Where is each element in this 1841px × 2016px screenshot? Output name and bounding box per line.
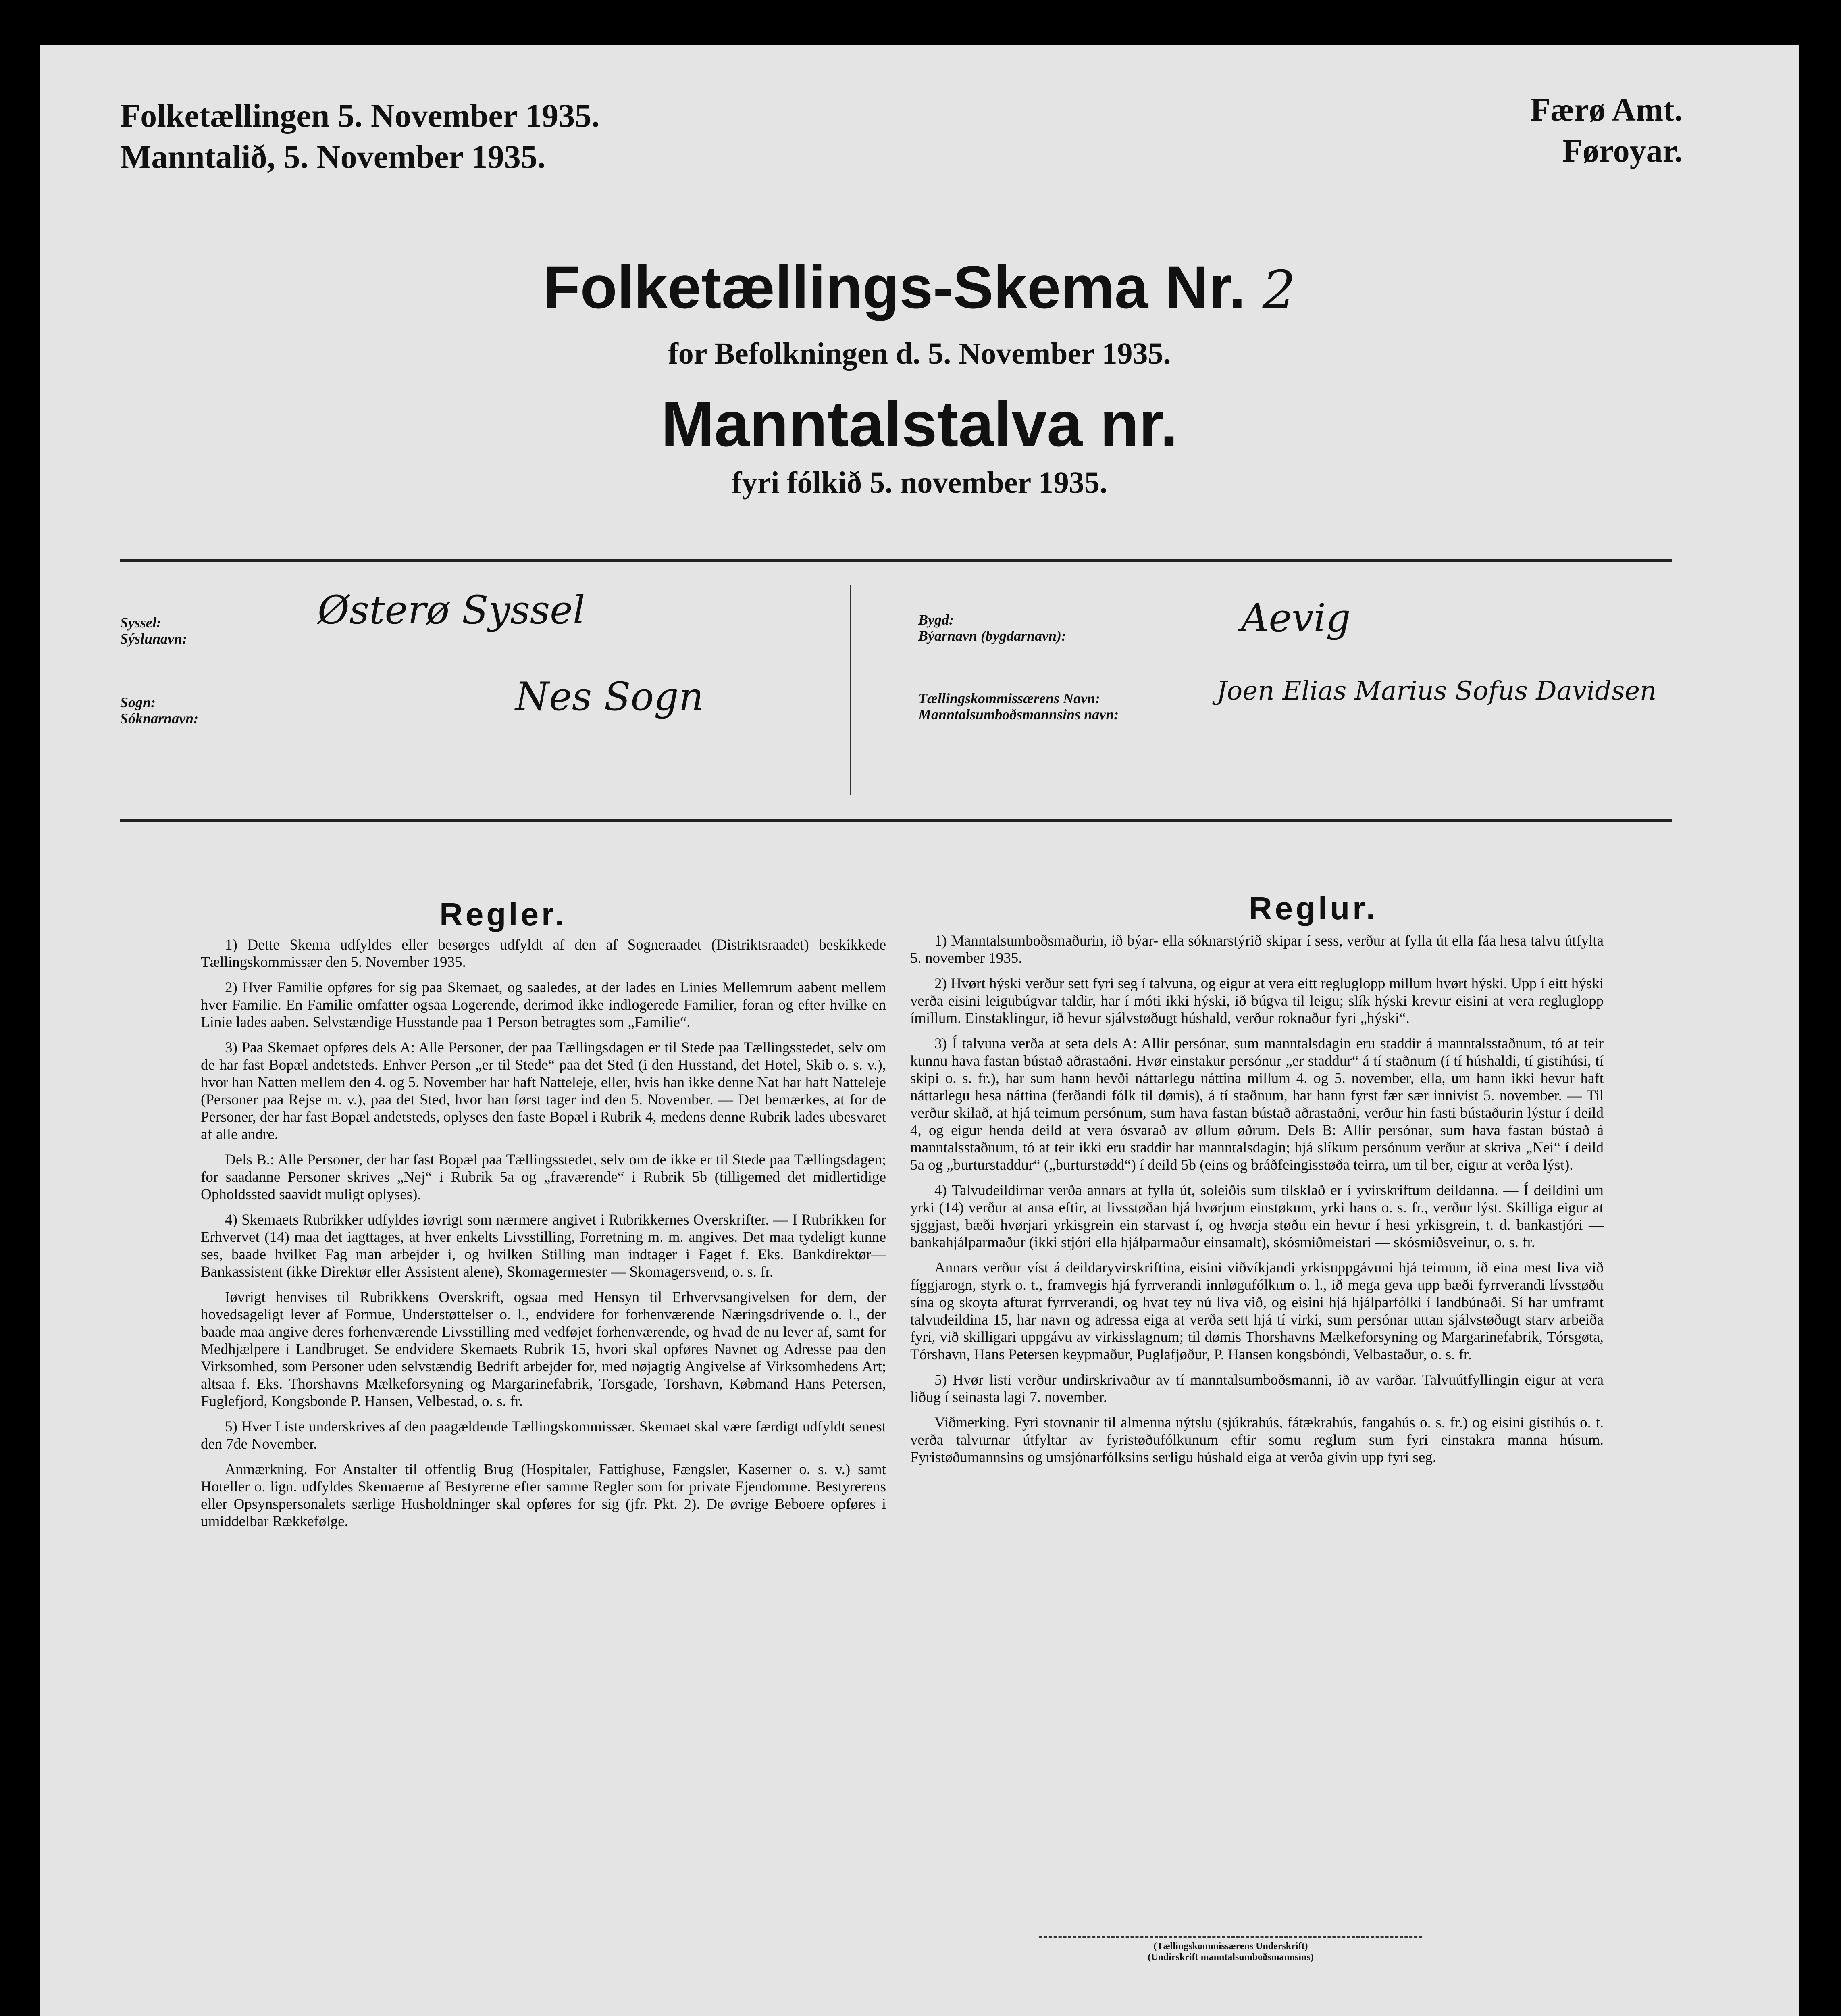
signature-caption-fo: (Undirskrift manntalsumboðsmannsins)	[1148, 1952, 1314, 1962]
regler-paragraph: 3) Paa Skemaet opføres dels A: Alle Personer, der paa Tællingsdagen er til Stede paa Tællingsstedet, selv om de har fast Bopæl andetsteds. Enhver Person „er til Stede“ paa det Sted (i den Husstand, det Hotel, Skib o. s. v.), hvor han Natten mellem den 4. og 5. November har haft Natteleje, eller, hvis han ikke denne Nat har haft Natteleje (Personer paa Rejse m. v.), paa det Sted, hvor han først tager ind den 5. November. — Det bemærkes, at for de Personer, der har fast Bopæl andetsteds, oplyses den faste Bopæl i Rubrik 4, medens denne Rubrik lades ubesvaret af alle andre.	[201, 1039, 886, 1143]
reglur-paragraph: Viðmerking. Fyri stovnanir til almenna nýtslu (sjúkrahús, fátækrahús, fangahús o. s. fr.) og eisini gistihús o. t. verða talvurnar útfyltar av fyristøðufólkunum eftir somu reglum sum fyri einstakra manna húsum. Fyristøðumannsins og umsjónarfólksins serligu húshald eiga at verða givin upp fyri seg.	[910, 1414, 1604, 1466]
reglur-paragraph: 2) Hvørt hýski verður sett fyri seg í talvuna, og eigur at vera eitt regluglopp millum hvørt hýski. Upp í eitt hýski verða eisini leigubúgvar taldir, har í móti ikki hýski, ið búgva til leigu; slík hýski krevur eisini at vera regluglopp ímillum. Einstaklingur, ið hevur sjálvstøðugt húshald, verður roknaður fyri „hýski“.	[910, 975, 1604, 1027]
reglur-paragraph: 1) Manntalsumboðsmaðurin, ið býar- ella sóknarstýrið skipar í sess, verður at fylla út ella fáa hesa talvu útfylta 5. november 1935.	[910, 933, 1604, 966]
bygd-label-fo: Býarnavn (bygdarnavn):	[918, 628, 1066, 644]
syssel-label	[120, 614, 187, 647]
regler-column	[201, 936, 886, 1538]
reglur-column	[910, 932, 1604, 1474]
reglur-paragraph: 4) Talvudeildirnar verða annars at fylla út, soleiðis sum tilsklað er í yvirskriftum deildanna. — Í deildini um yrki (14) verður at ansa eftir, at livsstøðan hjá hvørjum einstøkum, yrki hans o. s. fr., verður lýst. Skilliga eigur at sjggjast, bæði hvørjari yrkisgrein ein starvast í, og hvørja støðu ein hevur í hesi yrkisgrein, t. d. bankastjóri — bankahjálparmaður (ikki stjóri ella hjálparmaður einsamalt), skósmiðmeistari — skósmiðsveinur, o. s. fr.	[910, 1182, 1604, 1251]
form-title-faroese: Manntalstalva nr.	[661, 389, 1178, 460]
regler-paragraph: 1) Dette Skema udfyldes eller besørges udfyldt af den af Sogneraadet (Distriktsraadet) beskikkede Tællingskommissær den 5. November 1935.	[201, 937, 886, 971]
top-rule	[120, 559, 1672, 562]
form-number-handwritten: 2	[1262, 259, 1296, 321]
regler-paragraph: Dels B.: Alle Personer, der har fast Bopæl paa Tællingsstedet, selv om de ikke er til Stede paa Tællingsdagen; for saadanne Personer skrives „Nej“ i Rubrik 5a og „fraværende“ i Rubrik 5b (tilligemed det midlertidige Opholdssted saavidt muligt oplyses).	[201, 1152, 886, 1203]
signature-caption-da: (Tællingskommissærens Underskrift)	[1153, 1941, 1308, 1951]
header-right-line2: Føroyar.	[1562, 132, 1683, 169]
signature-caption	[1039, 1941, 1422, 1963]
reglur-heading: Reglur.	[1248, 890, 1378, 926]
kommissaer-label-da: Tællingskommissærens Navn:	[918, 690, 1100, 706]
sogn-label-da: Sogn:	[120, 694, 156, 710]
kommissaer-label-fo: Manntalsumboðsmannsins navn:	[918, 706, 1119, 723]
syssel-value: Østerø Syssel	[318, 587, 585, 633]
syssel-label-da: Syssel:	[120, 614, 161, 631]
regler-heading: Regler.	[439, 896, 567, 932]
reglur-paragraph: 3) Í talvuna verða at seta dels A: Allir persónar, sum manntalsdagin eru staddir á manntalsstaðnum, tó at teir kunnu hava fastan bústað aðrastaðni. Hvør einstakur persónur „er staddur“ á tí staðnum (í tí húshaldi, tí gistihúsi, tí skipi o. s. fr.), har sum hann hevði náttarlegu náttina millum 4. og 5. november, ella, um hann ikki hevur haft náttarlegu hesa náttina (ferðandi fólk til dømis), á tí staðnum, har hann fyrst fær sær innivist 5. november. — Til verður skilað, at hjá teimum persónum, sum hava fastan bústað aðrastaðni, verður hin fasti bústaðurin lýstur í deild 4, og eigur henda deild at vera ósvarað av øllum øðrum. Dels B: Allir persónar, sum hava fastan bústað á manntalsstaðnum, tó at teir ikki eru staddir har manntalsdagin; hjá slíkum persónum verður at skriva „Nei“ í deild 5a og „burturstaddur“ („burturstødd“) í deild 5b (eins og bráðfeingisstøða teirra, um til ber, eigur at verða lýst).	[910, 1035, 1604, 1173]
reglur-paragraph: Annars verður víst á deildaryvirskriftina, eisini viðvíkjandi yrkisuppgávuni hjá teimum, ið eina mest liva við fíggjarogn, styrk o. t., framvegis hjá fyrrverandi innløgufólkum o. l., ið mega geva upp bæði fyrrverandi lívsstøðu sína og skoyta afturat fyrrverandi, og hvat tey nú liva við, og eisini hjá hjálparfólki í landbúnaði. Sí har umframt talvudeildina 15, har navn og adressa eiga at verða sett hjá tí virki, sum persónar uttan sjálvstøðugt starv arbeiða fyri, við skilligari uppgávu av virkisslagnum; til dømis Thorshavns Mælkeforsyning og Margarinefabrik, Tórsgøta, Tórshavn, Hans Petersen keypmaður, Puglafjøður, P. Hansen kongsbóndi, Velbastaður, o. s. fr.	[910, 1260, 1604, 1363]
bygd-label	[918, 612, 1066, 644]
sogn-label-fo: Sóknarnavn:	[120, 710, 199, 727]
form-title-text: Folketællings-Skema Nr.	[543, 253, 1246, 321]
kommissaer-label	[918, 690, 1119, 723]
reglur-paragraph: 5) Hvør listi verður undirskrivaður av tí manntalsumboðsmanni, ið av varðar. Talvuútfyllingin eigur at vera liðug í seinasta lagi 7. november.	[910, 1372, 1604, 1406]
census-form-page	[40, 45, 1799, 2016]
bottom-rule	[120, 819, 1672, 822]
regler-paragraph: 2) Hver Familie opføres for sig paa Skemaet, og saaledes, at der lades en Linies Mellemrum aabent mellem hver Familie. En Familie omfatter ogsaa Logerende, derimod ikke indlogerede Familier, foran og efter hvilke en Linie lades aaben. Selvstændige Husstande paa 1 Person betragtes som „Familie“.	[201, 979, 886, 1031]
signature-line	[1039, 1936, 1422, 1938]
syssel-label-fo: Sýslunavn:	[120, 631, 187, 647]
form-subtitle: for Befolkningen d. 5. November 1935.	[668, 337, 1171, 371]
kommissaer-value: Joen Elias Marius Sofus Davidsen	[1217, 676, 1657, 706]
bygd-value: Aevig	[1241, 596, 1351, 641]
header-left-line1: Folketællingen 5. November 1935.	[120, 97, 600, 134]
center-divider	[850, 585, 851, 795]
sogn-value: Nes Sogn	[515, 674, 704, 719]
regler-paragraph: Iøvrigt henvises til Rubrikkens Overskrift, ogsaa med Hensyn til Erhvervsangivelsen for dem, der hovedsageligt lever af Formue, Understøttelser o. l., endvidere for forhenværende Næringsdrivende o. l., der baade maa angive deres forhenværende Livsstilling med vedføjet forhenværende, og hvad de nu lever af, samt for Medhjælpere i Landbruget. Se endvidere Skemaets Rubrik 15, hvori skal opføres Navnet og Adresse paa den Virksomhed, som Personer uden selvstændig Bedrift arbejder for, med nøjagtig Angivelse af Virksomhedens Art; altsaa f. Eks. Thorshavns Mælkeforsyning og Margarinefabrik, Torsgade, Torshavn, Købmand Hans Petersen, Fuglefjord, Kongsbonde P. Hansen, Velbestad, o. s. fr.	[201, 1289, 886, 1410]
regler-paragraph: Anmærkning. For Anstalter til offentlig Brug (Hospitaler, Fattighuse, Fængsler, Kaserner o. s. v.) samt Hoteller o. lign. udfyldes Skemaerne af Bestyrerne efter samme Regler som for private Ejendomme. Bestyrerens eller Opsynspersonalets særlige Husholdninger skal opføres for sig (jfr. Pkt. 2). De øvrige Beboere opføres i umiddelbar Rækkefølge.	[201, 1461, 886, 1530]
sogn-label	[120, 694, 198, 727]
bygd-label-da: Bygd:	[918, 612, 954, 628]
header-right-line1: Færø Amt.	[1530, 91, 1683, 128]
header-left-line2: Manntalið, 5. November 1935.	[120, 138, 546, 175]
regler-paragraph: 4) Skemaets Rubrikker udfyldes iøvrigt som nærmere angivet i Rubrikkernes Overskrifter. — I Rubrikken for Erhvervet (14) maa det iagttages, at hver enkelts Livsstilling, Forretning m. m. angives. Det maa tydeligt kunne ses, baade hvilket Fag man arbejder i, og hvilken Stilling man indtager i Faget f. Eks. Bankdirektør—Bankassistent (ikke Direktør eller Assistent alene), Skomagermester — Skomagersvend, o. s. fr.	[201, 1212, 886, 1280]
form-subtitle-faroese: fyri fólkið 5. november 1935.	[732, 466, 1107, 500]
form-title	[40, 253, 1799, 324]
regler-paragraph: 5) Hver Liste underskrives af den paagældende Tællingskommissær. Skemaet skal være færdigt udfyldt senest den 7de November.	[201, 1418, 886, 1452]
